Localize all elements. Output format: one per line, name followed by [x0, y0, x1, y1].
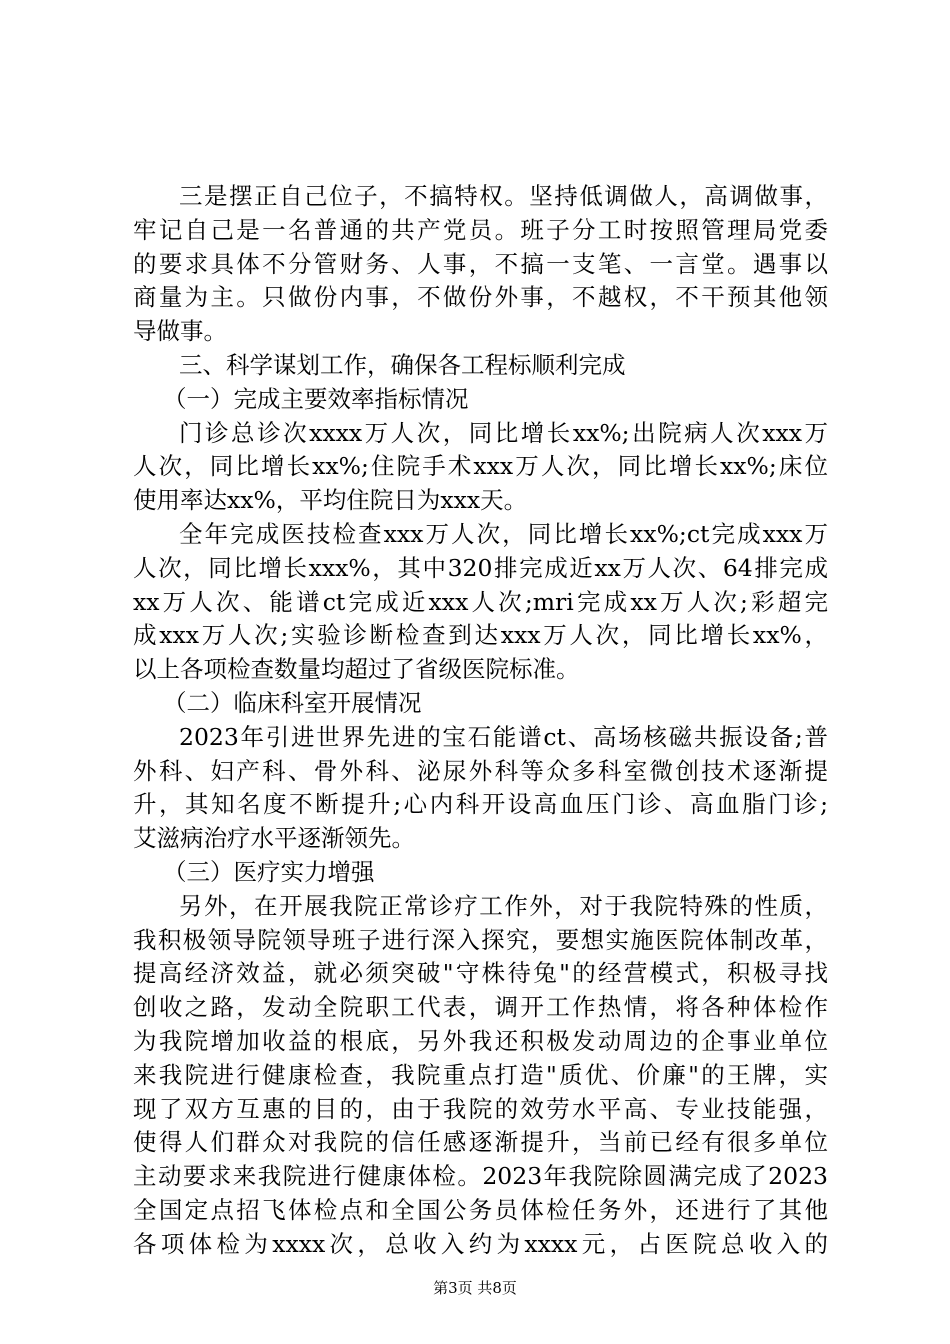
page-number: 第3页 共8页	[433, 1279, 517, 1297]
subsection-heading: （一）完成主要效率指标情况	[163, 384, 469, 413]
subsection-heading: （二）临床科室开展情况	[163, 688, 422, 717]
page-footer	[0, 1278, 950, 1298]
text-line: 创收之路，发动全院职工代表，调开工作热情，将各种体检作	[133, 993, 828, 1022]
text-line: 全年完成医技检查xxx万人次，同比增长xx%;ct完成xxx万	[179, 519, 828, 548]
text-line: 导做事。	[133, 317, 227, 346]
text-line: 人次，同比增长xxx%，其中320排完成近xx万人次、64排完成	[133, 553, 828, 582]
text-line: 三是摆正自己位子，不搞特权。坚持低调做人，高调做事，	[179, 182, 828, 210]
text-line: 全国定点招飞体检点和全国公务员体检任务外，还进行了其他	[133, 1195, 828, 1224]
document-body	[133, 180, 828, 1262]
section-heading: 三、科学谋划工作，确保各工程标顺利完成	[179, 350, 626, 379]
text-line: 我积极领导院领导班子进行深入探究，要想实施医院体制改革，	[133, 925, 828, 954]
text-line: 来我院进行健康检查，我院重点打造"质优、价廉"的王牌，实	[133, 1060, 828, 1089]
text-line: 另外，在开展我院正常诊疗工作外，对于我院特殊的性质，	[179, 891, 828, 920]
subsection-heading: （三）医疗实力增强	[163, 857, 375, 886]
text-line: 商量为主。只做份内事，不做份外事，不越权，不干预其他领	[133, 283, 828, 312]
text-line: 使得人们群众对我院的信任感逐渐提升，当前已经有很多单位	[133, 1128, 828, 1157]
text-line: xx万人次、能谱ct完成近xxx人次;mri完成xx万人次;彩超完	[133, 587, 828, 616]
text-line: 主动要求来我院进行健康体检。2023年我院除圆满完成了2023	[133, 1162, 828, 1191]
text-line: 升，其知名度不断提升;心内科开设高血压门诊、高血脂门诊;	[133, 790, 828, 819]
text-line: 提高经济效益，就必须突破"守株待兔"的经营模式，积极寻找	[133, 959, 828, 988]
text-line: 门诊总诊次xxxx万人次，同比增长xx%;出院病人次xxx万	[179, 418, 828, 447]
text-line: 外科、妇产科、骨外科、泌尿外科等众多科室微创技术逐渐提	[133, 756, 828, 785]
text-line: 人次，同比增长xx%;住院手术xxx万人次，同比增长xx%;床位	[133, 452, 828, 481]
text-line: 各项体检为xxxx次，总收入约为xxxx元，占医院总收入的	[133, 1229, 828, 1258]
text-line: 使用率达xx%，平均住院日为xxx天。	[133, 486, 528, 515]
text-line: 的要求具体不分管财务、人事，不搞一支笔、一言堂。遇事以	[133, 249, 828, 278]
text-line: 艾滋病治疗水平逐渐领先。	[133, 824, 415, 853]
text-line: 2023年引进世界先进的宝石能谱ct、高场核磁共振设备;普	[179, 722, 828, 751]
text-line: 牢记自己是一名普通的共产党员。班子分工时按照管理局党委	[133, 215, 828, 244]
text-line: 以上各项检查数量均超过了省级医院标准。	[133, 655, 580, 684]
text-line: 为我院增加收益的根底，另外我还积极发动周边的企事业单位	[133, 1026, 828, 1055]
text-line: 成xxx万人次;实验诊断检查到达xxx万人次，同比增长xx%，	[133, 621, 828, 650]
text-line: 现了双方互惠的目的，由于我院的效劳水平高、专业技能强，	[133, 1094, 828, 1123]
